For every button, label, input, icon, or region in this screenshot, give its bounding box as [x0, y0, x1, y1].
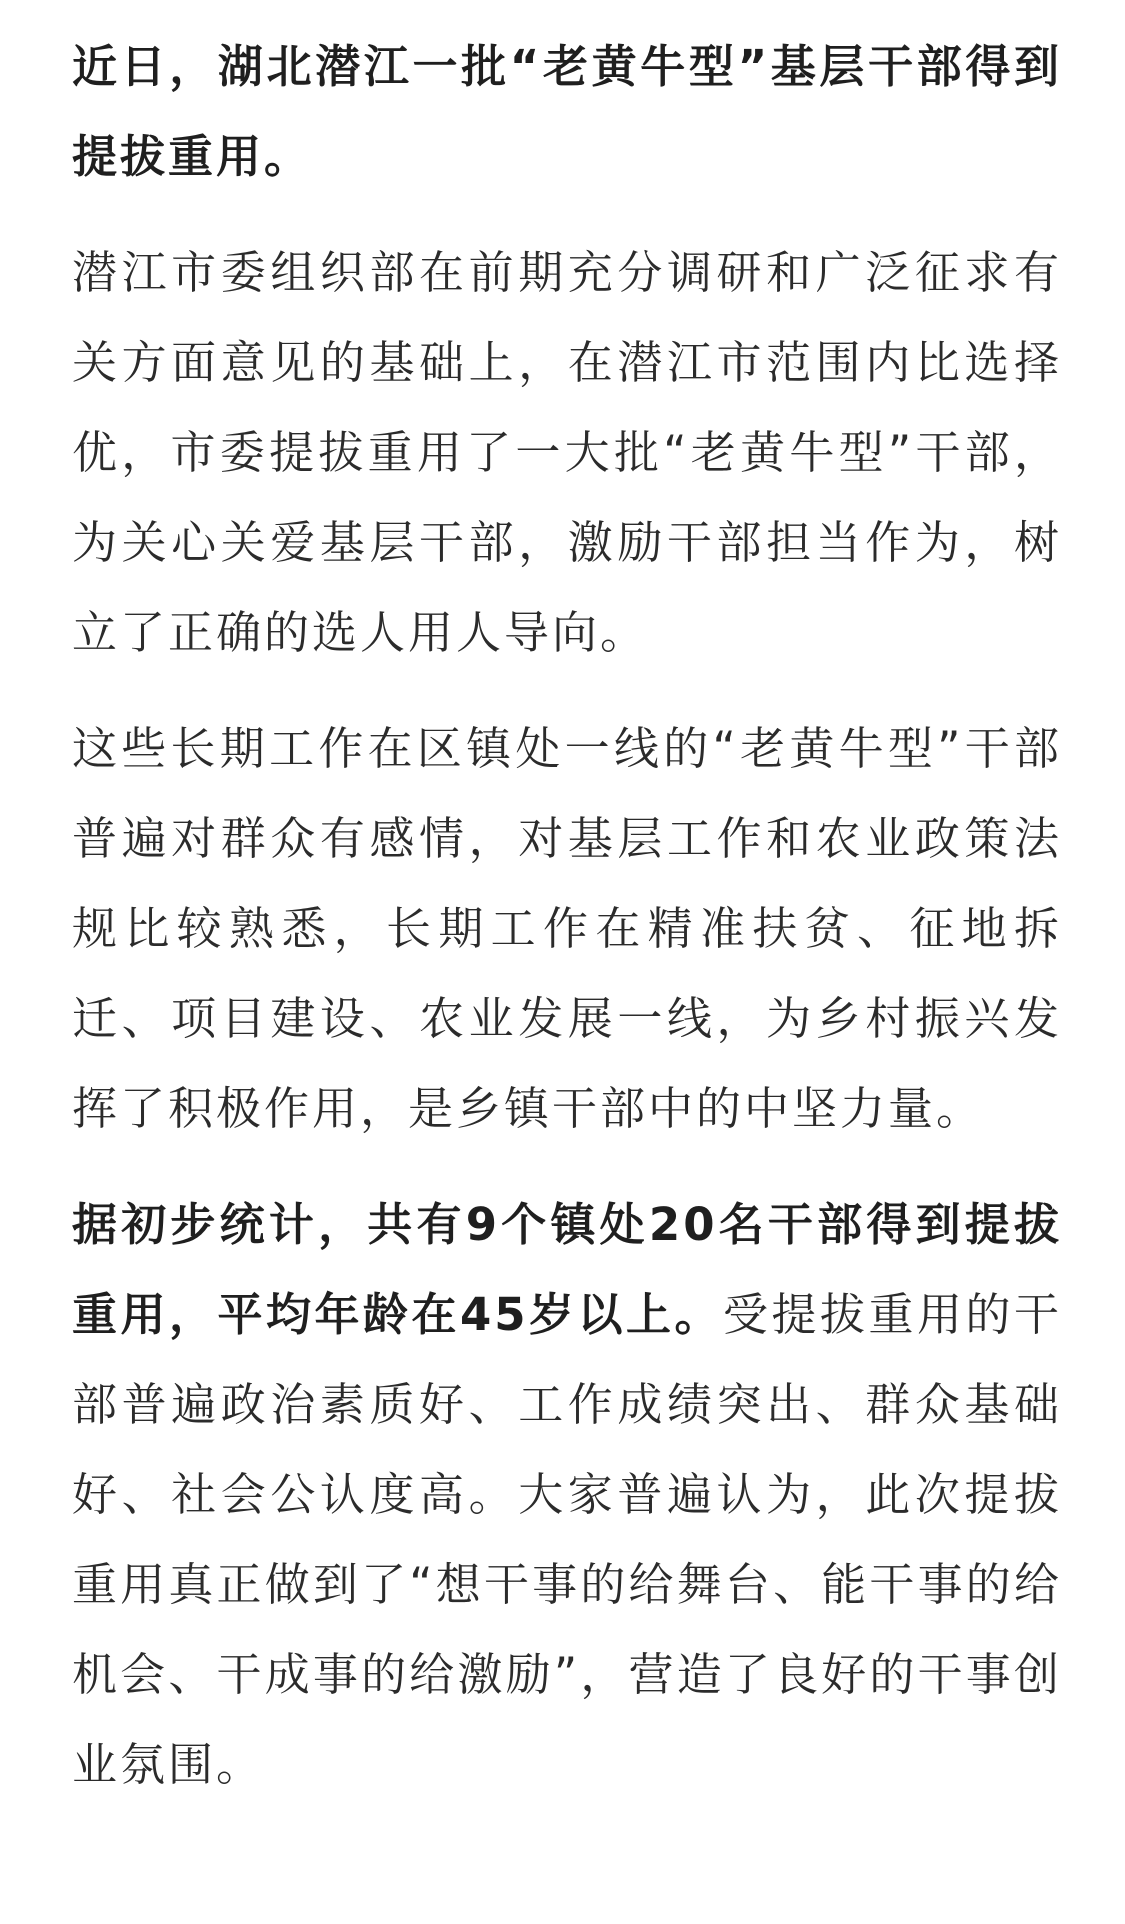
paragraph-3: 这些长期工作在区镇处一线的“老黄牛型”干部普遍对群众有感情，对基层工作和农业政策法规比较熟悉，长期工作在精准扶贫、征地拆迁、项目建设、农业发展一线，为乡村振兴发挥了积极作用，是乡镇干部中的中坚力量。: [72, 722, 1062, 1135]
article-body: [72, 22, 1062, 1836]
paragraph-1: 近日，湖北潜江一批“老黄牛型”基层干部得到提拔重用。: [72, 40, 1062, 183]
paragraph-4-rest: 受提拔重用的干部普遍政治素质好、工作成绩突出、群众基础好、社会公认度高。大家普遍认为，此次提拔重用真正做到了“想干事的给舞台、能干事的给机会、干成事的给激励”，营造了良好的干事创业氛围。: [72, 1288, 1062, 1791]
paragraph-4: [72, 1180, 1062, 1810]
paragraph-4-bold-lead: 据初步统计，共有9个镇处20名干部得到提拔重用，平均年龄在45岁以上。: [72, 1198, 1062, 1341]
paragraph-2: 潜江市委组织部在前期充分调研和广泛征求有关方面意见的基础上，在潜江市范围内比选择优，市委提拔重用了一大批“老黄牛型”干部，为关心关爱基层干部，激励干部担当作为，树立了正确的选人用人导向。: [72, 246, 1062, 659]
